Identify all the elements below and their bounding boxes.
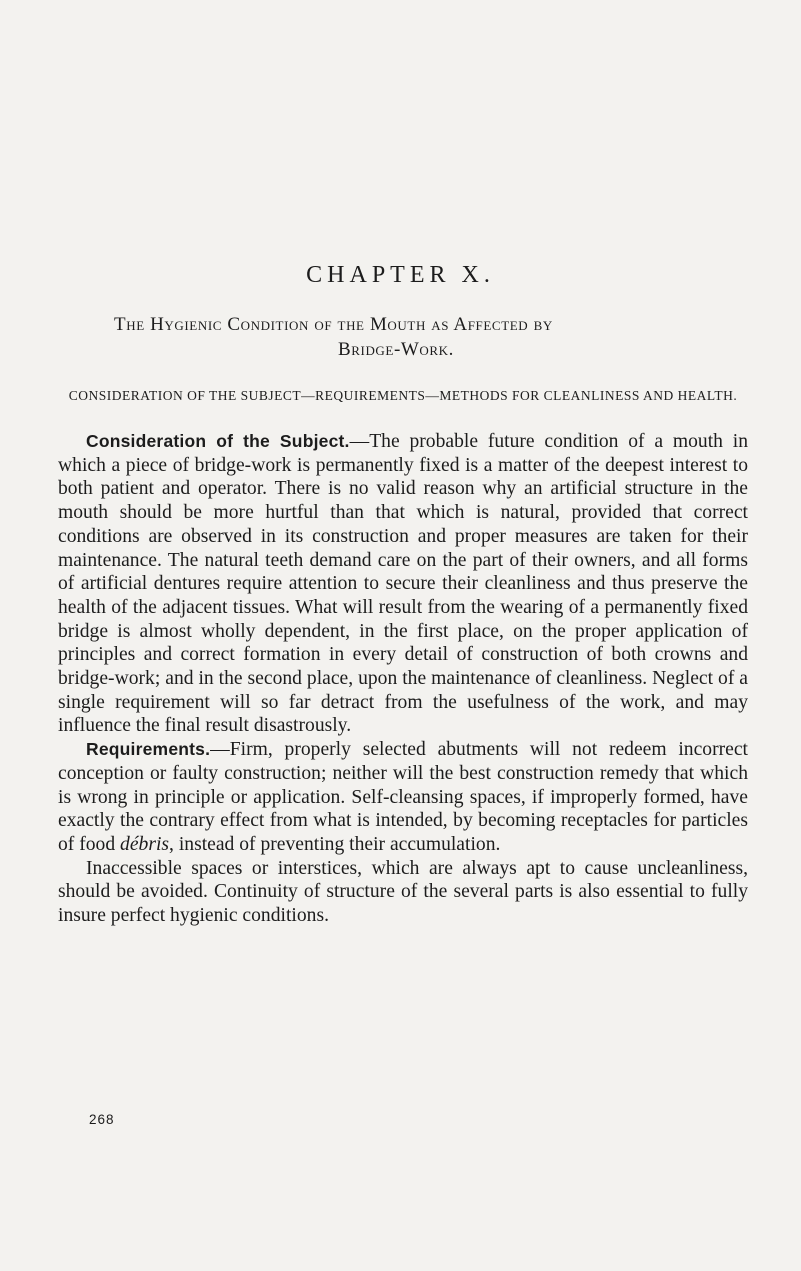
chapter-subtitle: CONSIDERATION OF THE SUBJECT—REQUIREMENTS—METHODS FOR CLEANLINESS AND HEALTH. — [68, 388, 738, 403]
paragraph-consideration — [58, 430, 748, 738]
chapter-title-line1: The Hygienic Condition of the Mouth as Affected by — [114, 314, 553, 335]
italic-term: débris — [120, 833, 170, 855]
chapter-title — [114, 312, 714, 362]
paragraph-requirements — [58, 738, 748, 857]
paragraph-text: , instead of preventing their accumulation. — [169, 833, 501, 855]
paragraph-text: —The probable future condition of a mouth in which a piece of bridge-work is permanently fixed is a matter of the deepest interest to both patient and operator. There is no valid reason why an artificial structure in the mouth should be more hurtful than that which is natural, provided that correct conditions are observed in its construction and proper measures are taken for their maintenance. The natural teeth demand care on the part of their owners, and all forms of artificial dentures require attention to secure their cleanliness and thus preserve the health of the adjacent tissues. What will result from the wearing of a permanently fixed bridge is almost wholly dependent, in the first place, on the proper application of principles and correct formation in every detail of construction of both crowns and bridge-work; and in the second place, upon the maintenance of cleanliness. Neglect of a single requirement will so far detract from the usefulness of the work, and may influence the final result disastrously. — [58, 431, 748, 737]
body-text — [58, 430, 748, 928]
paragraph-text: Inaccessible spaces or interstices, which are always apt to cause uncleanliness, should be avoided. Continuity of structure of the several parts is also essential to fully insure perfect hygienic conditions. — [58, 857, 748, 927]
paragraph-inaccessible — [58, 857, 748, 928]
paragraph-text: —Firm, properly selected abutments will not redeem incorrect conception or faulty construction; neither will the best construction remedy that which is wrong in principle or application. Self-cleansing spaces, if improperly formed, have exactly the contrary effect from what is intended, by becoming receptacles for particles of food — [58, 739, 748, 855]
chapter-title-line2: Bridge-Work. — [337, 339, 455, 360]
page-number: 268 — [89, 1112, 115, 1127]
chapter-heading: CHAPTER X. — [306, 262, 495, 288]
section-heading-consideration: Consideration of the Subject. — [86, 431, 350, 451]
section-heading-requirements: Requirements. — [86, 739, 211, 760]
